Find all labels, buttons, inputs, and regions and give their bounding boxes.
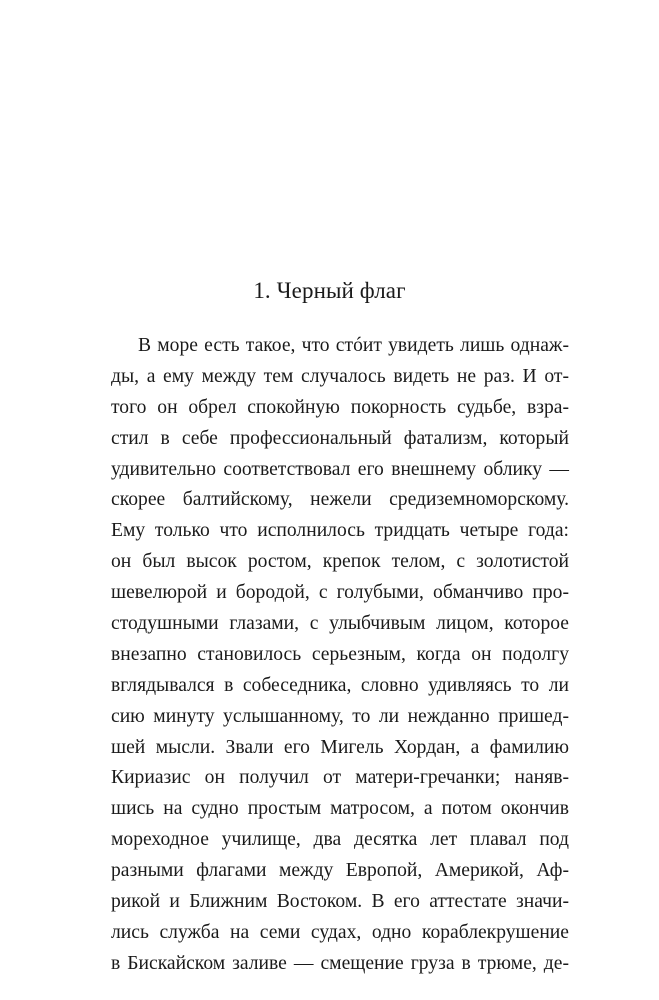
- text-line: рикой и Ближним Востоком. В его аттестате значи-: [111, 891, 569, 913]
- text-line: внезапно становилось серьезным, когда он подолгу: [111, 643, 569, 665]
- text-line: скорее балтийскому, нежели средиземноморскому.: [111, 489, 569, 511]
- text-line: шевелюрой и бородой, с голубыми, обманчиво про-: [111, 582, 569, 604]
- text-line: ды, а ему между тем случалось видеть не раз. И от-: [111, 365, 569, 387]
- text-line: В море есть такое, что стóит увидеть лишь однаж-: [138, 335, 569, 356]
- text-line: разными флагами между Европой, Америкой, Аф-: [111, 860, 569, 882]
- text-line: лись служба на семи судах, одно кораблекрушение: [111, 921, 569, 943]
- chapter-title: 1. Черный флаг: [253, 278, 406, 303]
- text-line: Кириазис он получил от матери-гречанки; наняв-: [111, 767, 569, 789]
- text-line: шись на судно простым матросом, а потом окончив: [111, 798, 569, 820]
- text-line: шей мысли. Звали его Мигель Хордан, а фамилию: [111, 736, 569, 758]
- text-line: сию минуту услышанному, то ли нежданно пришед-: [111, 705, 569, 727]
- text-line: удивительно соответствовал его внешнему облику —: [111, 458, 569, 480]
- text-line: мореходное училище, два десятка лет плавал под: [111, 829, 569, 851]
- text-line: стил в себе профессиональный фатализм, который: [111, 427, 569, 449]
- text-line: того он обрел спокойную покорность судьбе, взра-: [111, 396, 569, 418]
- text-line: вглядывался в собеседника, словно удивляясь то ли: [111, 674, 569, 696]
- chapter-body-text: [111, 331, 569, 980]
- text-line: стодушными глазами, с улыбчивым лицом, которое: [111, 613, 569, 635]
- text-line: он был высок ростом, крепок телом, с золотистой: [111, 551, 569, 573]
- text-line: Ему только что исполнилось тридцать четыре года:: [111, 520, 569, 542]
- text-line: в Бискайском заливе — смещение груза в трюме, де-: [111, 952, 569, 974]
